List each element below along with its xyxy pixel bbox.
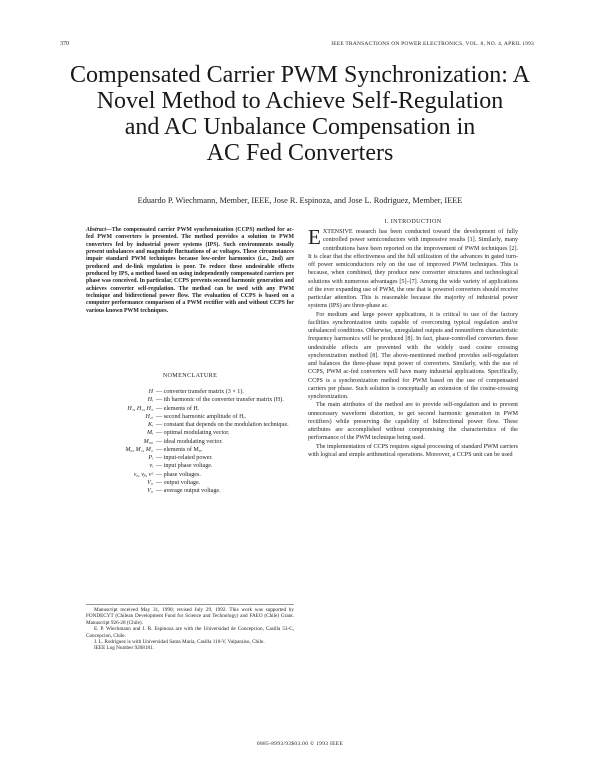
nomenclature-description: ith harmonic of the converter transfer matrix (H). — [163, 397, 284, 404]
nomenclature-description: input-related power. — [163, 455, 213, 461]
nomenclature-row — [86, 413, 294, 421]
nomenclature-row — [86, 479, 294, 487]
nomenclature-symbol: vₐ, vᵦ, vᶜ — [133, 471, 153, 478]
nomenclature-symbol: V₀ — [147, 488, 153, 494]
intro-paragraph: The main attributes of the method are to provide self-regulation and to prevent unnecessary waveform distortion, to get second harmonic generation in PWM rectifiers) while preserving the capability of bidirectional power flow. These attributes are accomplished without compromising the characteristics of the performance of the PWM technique being used. — [308, 402, 518, 442]
nomenclature-dash: — — [156, 471, 164, 478]
nomenclature-entry — [156, 462, 294, 470]
introduction-heading: I. INTRODUCTION — [384, 219, 442, 225]
nomenclature-description: optimal modulating vector. — [163, 430, 230, 437]
nomenclature-row — [86, 471, 294, 479]
nomenclature-description: elements of H. — [163, 405, 200, 412]
title-line: AC Fed Converters — [206, 140, 394, 166]
nomenclature-description: elements of M₀. — [163, 446, 203, 453]
nomenclature-symbol: Pᵢ — [148, 455, 153, 461]
nomenclature-description: output voltage. — [163, 479, 201, 486]
footnote — [86, 604, 294, 652]
abstract-text: The compensated carrier PWM synchronization (CCPS) method for ac-fed PWM converters is presented. The method provides a solution to PWM converters fed by industrial power systems (IPS). Such environments usually present unbalances and magnitude fluctuations of ac voltages. These circumstances impair standard PWM techniques because low-order harmonics (i.e., 2nd) are produced and de-link regulation is poor. To reduce these undesirable effects produced by IPS, a method based on using independently compensated carriers per phase was conceived. In particular, CCPS prevents second harmonic generation and achieves converter self-regulation. The method can be used with any PWM technique and bidirectional power flow. The evaluation of CCPS is based on a computer performance comparison of a PWM rectifier with and without CCPS for various known PWM techniques. — [86, 227, 294, 314]
nomenclature-heading: NOMENCLATURE — [162, 373, 218, 379]
nomenclature-description: phase voltages. — [163, 471, 201, 478]
nomenclature-row — [86, 421, 294, 429]
nomenclature-entry — [156, 454, 294, 462]
nomenclature-entry — [156, 396, 294, 404]
nomenclature-symbol: H₁, H₂, H₃ — [127, 405, 153, 412]
nomenclature-symbol: H — [148, 389, 153, 395]
nomenclature-row — [86, 429, 294, 437]
title-line: Novel Method to Achieve Self-Regulation — [96, 88, 504, 114]
nomenclature-dash: — — [156, 438, 164, 445]
nomenclature-dash: — — [156, 488, 164, 494]
nomenclature-dash: — — [156, 405, 164, 412]
abstract — [86, 227, 294, 315]
nomenclature-dash: — — [156, 430, 164, 437]
nomenclature-entry — [156, 479, 294, 487]
nomenclature-row — [86, 446, 294, 454]
nomenclature-entry — [156, 405, 294, 413]
nomenclature-entry — [156, 471, 294, 479]
nomenclature-symbol: M₀, M₁, M₂ — [125, 446, 153, 453]
introduction-body — [308, 225, 518, 459]
nomenclature-entry — [156, 429, 294, 437]
journal-running-header: IEEE TRANSACTIONS ON POWER ELECTRONICS, VOL. 8, NO. 4, APRIL 1993 — [331, 41, 534, 47]
nomenclature-dash: — — [156, 422, 164, 428]
footnote-paragraph: IEEE Log Number 9208181. — [94, 645, 154, 652]
drop-cap: E — [308, 225, 321, 249]
nomenclature-description: converter transfer matrix (3 × 1). — [163, 389, 244, 395]
nomenclature-entry — [156, 487, 294, 495]
nomenclature-entry — [156, 413, 294, 421]
nomenclature-symbol: M₀₀ — [143, 438, 153, 445]
nomenclature-row — [86, 396, 294, 404]
nomenclature-entry — [156, 388, 294, 396]
nomenclature-symbol: Mᵢ — [146, 430, 153, 437]
nomenclature-entry — [156, 438, 294, 446]
nomenclature-entry — [156, 446, 294, 454]
nomenclature-dash: — — [156, 455, 164, 461]
nomenclature-entry — [156, 421, 294, 429]
title-line: Compensated Carrier PWM Synchronization: A — [70, 62, 530, 88]
nomenclature-symbol: H₂ᵢ — [145, 413, 153, 420]
nomenclature-row — [86, 454, 294, 462]
nomenclature-dash: — — [156, 413, 164, 420]
nomenclature-symbol: Hᵢ — [147, 397, 153, 404]
abstract-label: Abstract— — [86, 227, 112, 233]
nomenclature-row — [86, 388, 294, 396]
nomenclature-description: average output voltage. — [163, 488, 221, 494]
intro-paragraph: EXTENSIVE research has been conducted toward the development of fully controlled power semiconductors with impressive results [1]. Similarly, many contributions have been reported on the improvement of PWM techniques [2]. It is clear that the effectiveness and the full utilization of the advances in gated turn-off power semiconductors rely on the use of improved PWM techniques. This is because, when combined, they produce new converter structures and technological solutions with numerous advantages [5]–[7]. Among the wide variety of applications of the ever expanding use of PWM, the one that is powered converters should receive particular attention. This is reasonable because the majority of industrial power systems (IPS) are three-phase ac. — [308, 225, 518, 310]
nomenclature-dash: — — [156, 389, 164, 395]
author-list: Eduardo P. Wiechmann, Member, IEEE, Jose R. Espinoza, and Jose L. Rodriguez, Member, IEEE — [137, 196, 463, 205]
nomenclature-dash: — — [156, 463, 164, 470]
footnote-paragraph: J. L. Rodriguez is with Universidad Santa Maria, Casilla 110-V, Valparaiso, Chile. — [94, 639, 265, 646]
nomenclature-list — [86, 388, 294, 495]
page-number: 370 — [60, 41, 69, 47]
title-line: and AC Unbalance Compensation in — [124, 114, 476, 140]
nomenclature-dash: — — [156, 397, 164, 404]
nomenclature-description: second harmonic amplitude of Hᵢ. — [163, 413, 247, 420]
intro-paragraph: The implementation of CCPS requires signal processing of standard PWM carriers with logical and simple arithmetical operations. Moreover, a CCPS unit can be used — [308, 443, 518, 458]
nomenclature-row — [86, 438, 294, 446]
nomenclature-dash: — — [156, 479, 164, 486]
nomenclature-description: input phase voltage. — [163, 463, 213, 470]
nomenclature-description: constant that depends on the modulation technique. — [163, 422, 289, 428]
nomenclature-row — [86, 405, 294, 413]
intro-paragraph: For medium and large power applications, it is critical to use of the factory facilities synchronization units capable of overcoming typical regulation and/or unbalanced conditions. Otherwise, unregulated outputs and nonuniform characteristic frequency harmonics will be produced [8]. In fact, phase-controlled converters these undesirable effects are prevented with the widely used cosine crossing synchronization method [8]. The above-mentioned method provides self-regulation and balances the three-phase input power of converters. Similarly, with the use of CCPS, PWM ac-fed converters will have many industrial applications. Specifically, CCPS is a synchronization method for PWM based on the use of compensated carriers per phase. Such solution is conceptually an extension of the cosine-crossing synchronization. — [308, 311, 518, 400]
nomenclature-row — [86, 462, 294, 470]
nomenclature-row — [86, 487, 294, 495]
copyright-line: 0885-8993/93$03.00 © 1993 IEEE — [256, 741, 344, 747]
nomenclature-description: ideal modulating vector. — [163, 438, 223, 445]
nomenclature-symbol: Kᵢ — [147, 422, 153, 428]
nomenclature-symbol: V₀ — [147, 479, 153, 486]
footnote-paragraph: E. P. Wiechmann and J. R. Espinoza are with the Universidad de Concepcion, Casilla 53-C, Concepcion, Chile. — [86, 626, 294, 639]
nomenclature-dash: — — [156, 446, 164, 453]
paper-title — [40, 62, 560, 166]
nomenclature-symbol: vᵢ — [149, 463, 153, 470]
footnote-paragraph: Manuscript received May 31, 1990; revised July 29, 1992. This work was supported by FONDECYT (Chilean Development Fund for Science and Technology) and FAEO (Chile) Grant. Manuscript 926-28 (Chile). — [86, 607, 294, 626]
